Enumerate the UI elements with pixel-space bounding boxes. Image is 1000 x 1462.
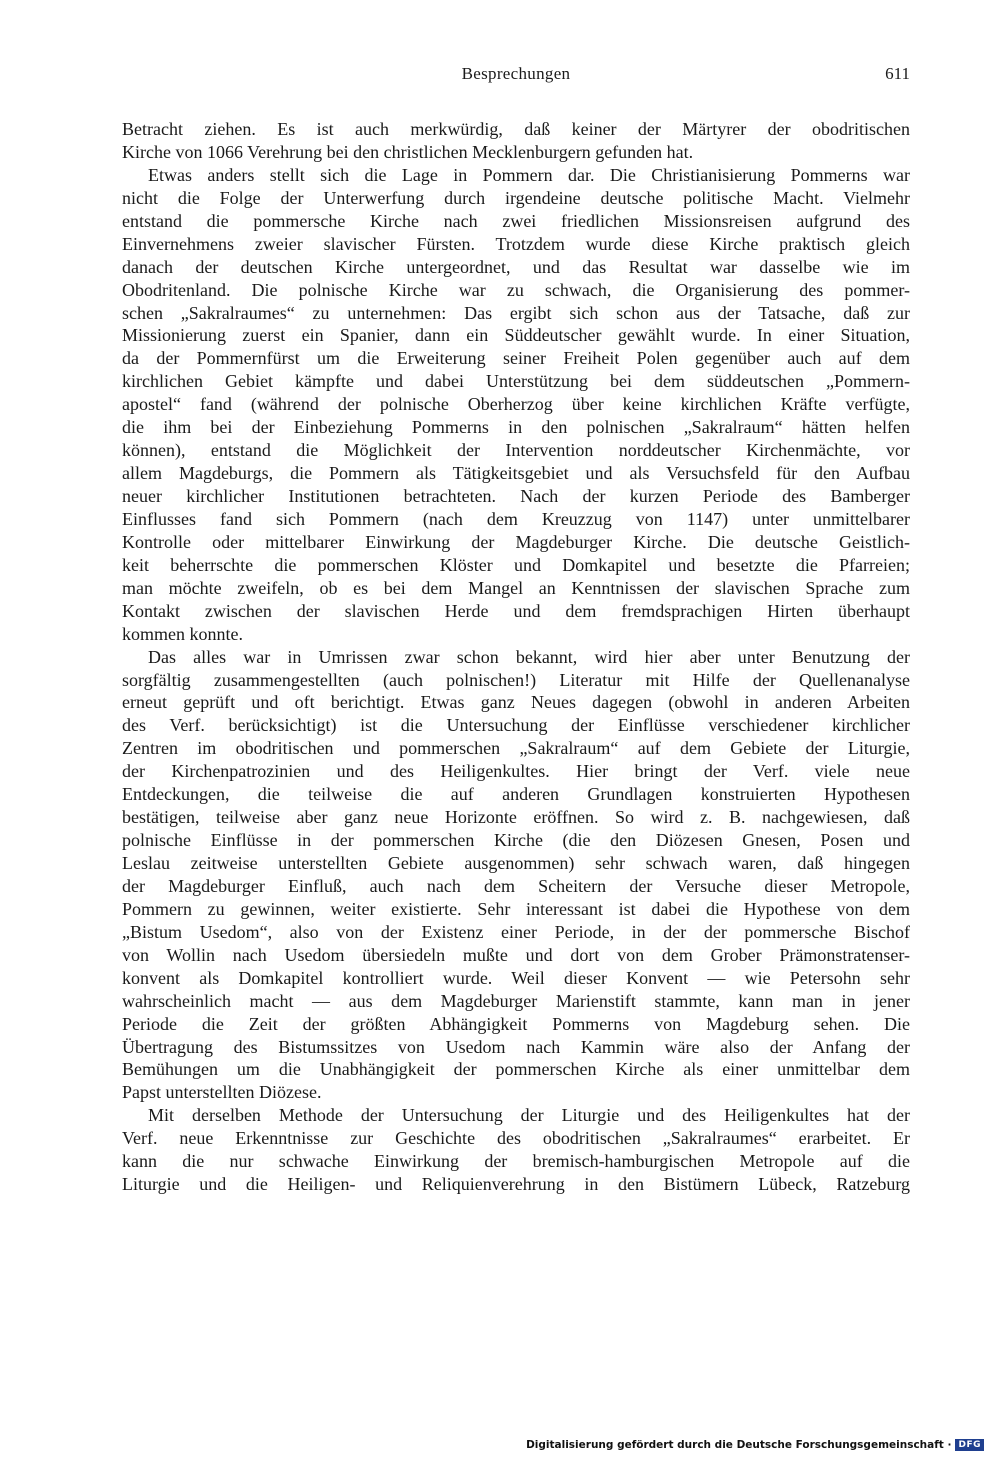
text-line: konvent als Domkapitel kontrolliert wurde. Weil dieser Konvent — wie Petersohn sehr [122,967,910,988]
text-line: Übertragung des Bistumssitzes von Usedom nach Kammin wäre also der Anfang der [122,1036,910,1057]
text-line: des Verf. berücksichtigt) ist die Untersuchung der Einflüsse verschiedener kirchlicher [122,715,910,736]
text-line: schen „Sakralraumes“ zu unternehmen: Das ergibt sich schon aus der Tatsache, daß zur [122,302,910,323]
text-line: die ihm bei der Einbeziehung Pommerns in den polnischen „Sakralraum“ hätten helfen [122,417,910,438]
text-line: Liturgie und die Heiligen- und Reliquienverehrung in den Bistümern Lübeck, Ratzeburg [122,1174,910,1195]
credit-text: Digitalisierung gefördert durch die Deutsche Forschungsgemeinschaft · [526,1439,952,1451]
text-line: Verf. neue Erkenntnisse zur Geschichte des obodritischen „Sakralraumes“ erarbeitet. Er [122,1128,910,1149]
running-head [122,64,910,88]
text-line: erneut geprüft und oft berichtigt. Etwas ganz Neues dagegen (obwohl in anderen Arbeiten [122,692,910,713]
text-line: kann die nur schwache Einwirkung der bremisch-hamburgischen Metropole auf die [122,1151,910,1172]
text-line: Papst unterstellten Diözese. [122,1082,322,1103]
text-line: Betracht ziehen. Es ist auch merkwürdig, daß keiner der Märtyrer der obodritischen [122,119,910,139]
text-line: da der Pommernfürst um die Erweiterung seiner Freiheit Polen gegenüber auch auf dem [122,348,910,369]
text-line: Einvernehmens zweier slavischer Fürsten. Trotzdem wurde diese Kirche praktisch gleich [122,233,910,254]
text-line: Entdeckungen, die teilweise die auf anderen Grundlagen konstruierten Hypothesen [122,784,910,805]
text-line: Bemühungen um die Unabhängigkeit der pommerschen Kirche als einer unmittelbar dem [122,1059,910,1080]
digitization-credit [526,1439,984,1451]
text-line: kirchlichen Gebiet kämpfte und dabei Unterstützung bei dem süddeutschen „Pommern- [122,371,910,392]
text-line: Periode die Zeit der größten Abhängigkeit Pommerns von Magdeburg sehen. Die [122,1013,910,1034]
text-line: man möchte zweifeln, ob es bei dem Mangel an Kenntnissen der slavischen Sprache zum [122,577,910,598]
text-line: Kontakt zwischen der slavischen Herde und dem fremdsprachigen Hirten überhaupt [122,600,910,621]
text-line: der Magdeburger Einfluß, auch nach dem Scheitern der Versuche dieser Metropole, [122,875,910,896]
text-line: wahrscheinlich macht — aus dem Magdeburger Marienstift stammte, kann man in jener [122,990,910,1011]
text-line: nicht die Folge der Unterwerfung durch irgendeine deutsche politische Macht. Vielmehr [122,187,910,208]
text-line: danach der deutschen Kirche untergeordnet, und das Resultat war dasselbe wie im [122,256,910,277]
text-line: Das alles war in Umrissen zwar schon bekannt, wird hier aber unter Benutzung der [148,646,910,667]
text-line: Einflusses fand sich Pommern (nach dem Kreuzzug von 1147) unter unmittelbarer [122,508,910,529]
text-line: Mit derselben Methode der Untersuchung der Liturgie und des Heiligenkultes hat der [148,1105,910,1126]
text-line: polnische Einflüsse in der pommerschen Kirche (die den Diözesen Gnesen, Posen und [122,830,910,851]
page-number: 611 [885,64,910,83]
text-line: Obodritenland. Die polnische Kirche war zu schwach, die Organisierung des pommer- [122,279,910,300]
text-line: kommen konnte. [122,623,243,644]
text-line: Zentren im obodritischen und pommerschen „Sakralraum“ auf dem Gebiete der Liturgie, [122,738,910,759]
text-line: neuer kirchlicher Institutionen betrachteten. Nach der kurzen Periode des Bamberger [122,486,910,506]
text-line: von Wollin nach Usedom übersiedeln mußte und dort von dem Grober Prämonstratenser- [122,944,910,965]
text-line: bestätigen, teilweise aber ganz neue Horizonte eröffnen. So wird z. B. nachgewiesen, daß [122,807,910,828]
text-line: können), entstand die Möglichkeit der Intervention norddeutscher Kirchenmächte, vor [122,440,910,461]
text-line: Leslau zeitweise unterstellten Gebiete ausgenommen) sehr schwach waren, daß hingegen [122,853,910,873]
body-text [122,118,910,1196]
text-line: keit beherrschte die pommerschen Klöster und Domkapitel und besetzte die Pfarreien; [122,554,910,575]
text-line: Missionierung zuerst ein Spanier, dann ein Süddeutscher gewählt wurde. In einer Situation, [122,325,910,346]
text-line: der Kirchenpatrozinien und des Heiligenkultes. Hier bringt der Verf. viele neue [122,761,910,782]
running-title: Besprechungen [461,64,571,83]
text-line: sorgfältig zusammengestellten (auch polnischen!) Literatur mit Hilfe der Quellenanalyse [122,669,910,690]
text-line: Etwas anders stellt sich die Lage in Pommern dar. Die Christianisierung Pommerns war [148,164,910,185]
text-line: Kirche von 1066 Verehrung bei den christlichen Mecklenburgern gefunden hat. [122,141,694,162]
text-line: entstand die pommersche Kirche nach zwei friedlichen Missionsreisen aufgrund des [122,210,910,231]
text-line: apostel“ fand (während der polnische Oberherzog über keine kirchlichen Kräfte verfügte, [122,394,910,415]
text-line: Pommern zu gewinnen, weiter existierte. Sehr interessant ist dabei die Hypothese von dem [122,898,910,919]
text-line: „Bistum Usedom“, also von der Existenz einer Periode, in der der pommersche Bischof [122,921,910,942]
text-line: Kontrolle oder mittelbarer Einwirkung der Magdeburger Kirche. Die deutsche Geistlich- [122,531,910,552]
text-line: allem Magdeburgs, die Pommern als Tätigkeitsgebiet und als Versuchsfeld für den Aufbau [122,463,910,484]
dfg-logo: DFG [955,1439,984,1451]
